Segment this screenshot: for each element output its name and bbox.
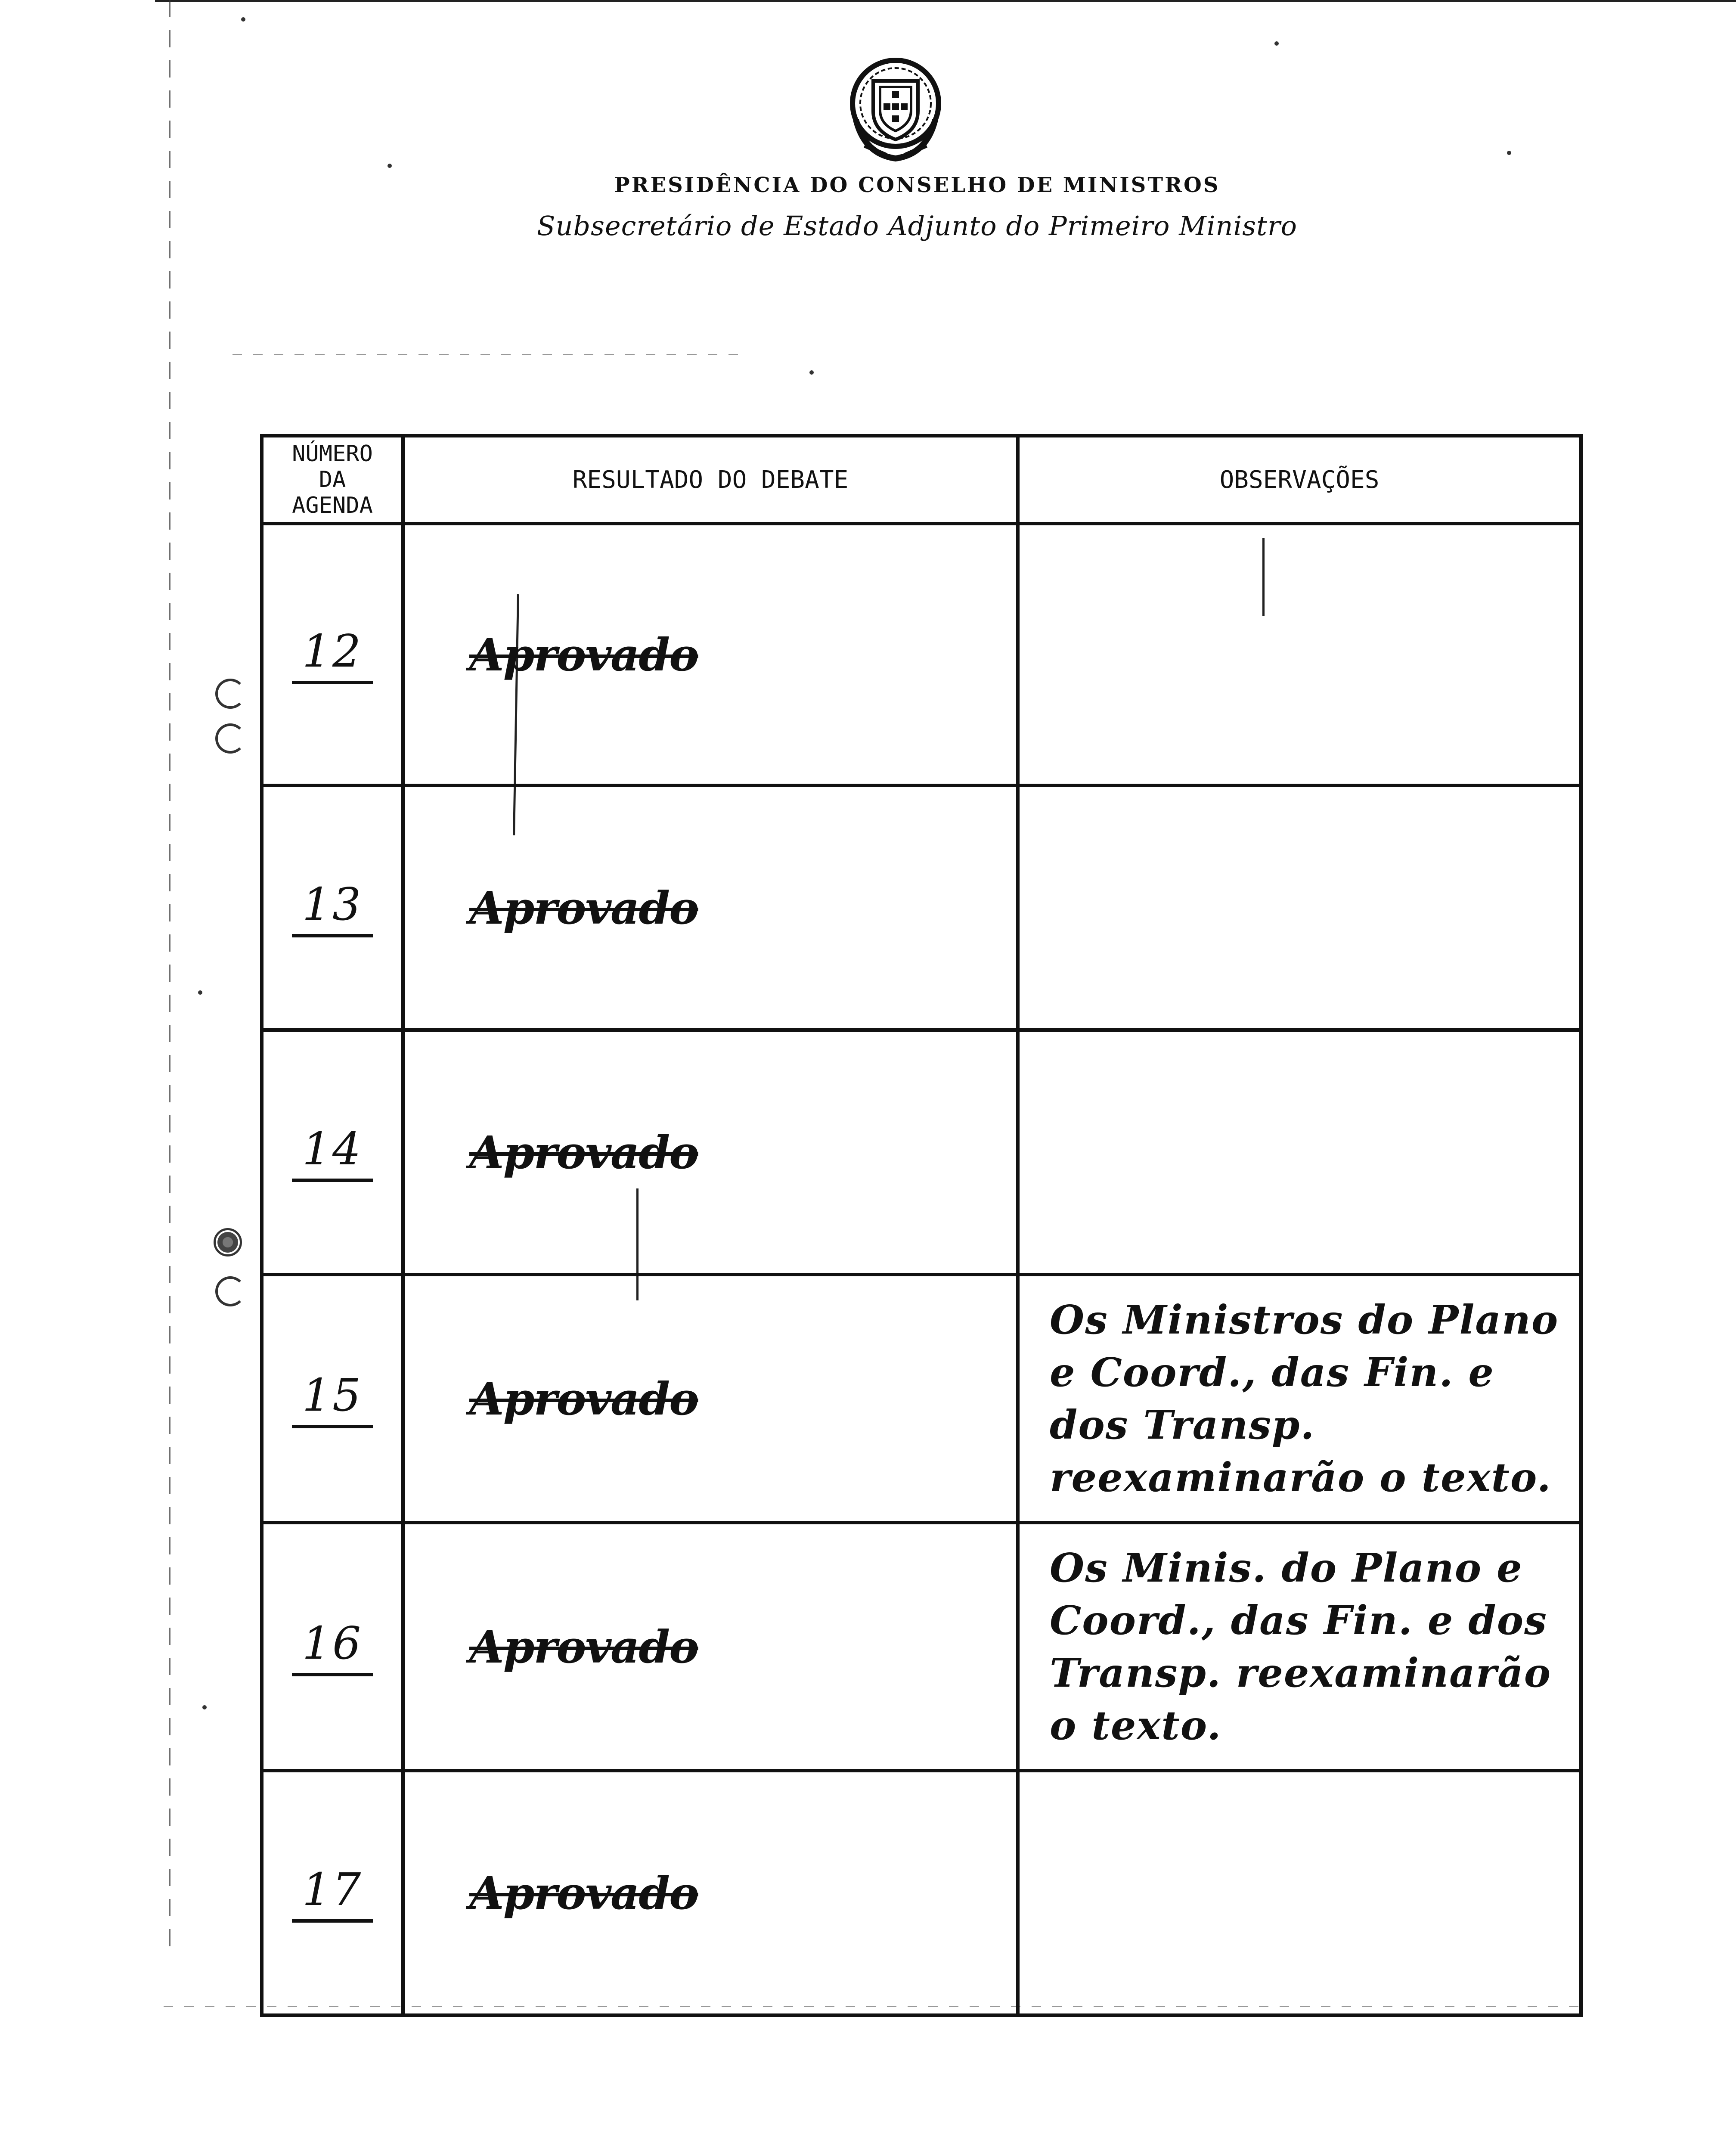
scan-speck [198, 990, 202, 995]
punch-hole [214, 1228, 242, 1256]
result-text: Aprovado [469, 628, 698, 681]
header-label: DA [319, 467, 346, 493]
result-text: Aprovado [469, 881, 698, 934]
punch-hole [215, 723, 245, 754]
agenda-number-cell [262, 1275, 403, 1523]
table-row [262, 524, 1581, 785]
scan-dash-line [232, 354, 741, 355]
observations-cell [1018, 1771, 1581, 2015]
header-label: NÚMERO [292, 441, 373, 467]
observations-cell [1018, 785, 1581, 1030]
header-result: RESULTADO DO DEBATE [403, 436, 1018, 524]
header-label: AGENDA [292, 493, 373, 518]
page-top-edge [155, 0, 1736, 2]
table-row [262, 1275, 1581, 1523]
result-text: Aprovado [469, 1866, 698, 1920]
scan-speck [388, 164, 392, 168]
observations-cell [1018, 1275, 1581, 1523]
agenda-number: 17 [292, 1863, 373, 1923]
agenda-number-cell [262, 524, 403, 785]
page-left-edge [169, 0, 170, 1946]
observations-cell [1018, 1030, 1581, 1275]
result-cell [403, 1030, 1018, 1275]
observations-cell [1018, 524, 1581, 785]
agenda-number: 13 [292, 878, 373, 937]
punch-hole [215, 1276, 245, 1306]
table-row [262, 1030, 1581, 1275]
observations-cell [1018, 1523, 1581, 1771]
punch-hole [215, 679, 245, 709]
result-text: Aprovado [469, 1126, 698, 1179]
agenda-number-cell [262, 1771, 403, 2015]
page-subtitle: Subsecretário de Estado Adjunto do Primeiro Ministro [537, 210, 1297, 242]
observations-text: Os Minis. do Plano e Coord., das Fin. e dos Transp. reexaminarão o texto. [1050, 1545, 1552, 1749]
scan-speck [241, 17, 245, 22]
portuguese-coat-of-arms-icon [839, 55, 952, 163]
agenda-number-cell [262, 1030, 403, 1275]
agenda-number: 16 [292, 1617, 373, 1676]
scan-speck [202, 1705, 207, 1709]
page-title: PRESIDÊNCIA DO CONSELHO DE MINISTROS [614, 173, 1220, 197]
agenda-number: 12 [292, 625, 373, 684]
result-cell [403, 524, 1018, 785]
minutes-table [260, 434, 1583, 2017]
table-row [262, 785, 1581, 1030]
agenda-number-cell [262, 1523, 403, 1771]
table-row [262, 1771, 1581, 2015]
result-text: Aprovado [469, 1372, 698, 1425]
table-row [262, 1523, 1581, 1771]
agenda-number: 15 [292, 1369, 373, 1428]
observations-text: Os Ministros do Plano e Coord., das Fin. e dos Transp. reexaminarão o texto. [1050, 1297, 1559, 1501]
agenda-number-cell [262, 785, 403, 1030]
scan-speck [1274, 41, 1279, 46]
header-agenda-number [262, 436, 403, 524]
result-cell [403, 1275, 1018, 1523]
result-cell [403, 785, 1018, 1030]
scan-speck [1507, 151, 1511, 155]
result-cell [403, 1771, 1018, 2015]
agenda-number: 14 [292, 1123, 373, 1182]
result-cell [403, 1523, 1018, 1771]
table-header-row [262, 436, 1581, 524]
result-text: Aprovado [469, 1620, 698, 1673]
scan-speck [809, 370, 814, 375]
header-observations: OBSERVAÇÕES [1018, 436, 1581, 524]
